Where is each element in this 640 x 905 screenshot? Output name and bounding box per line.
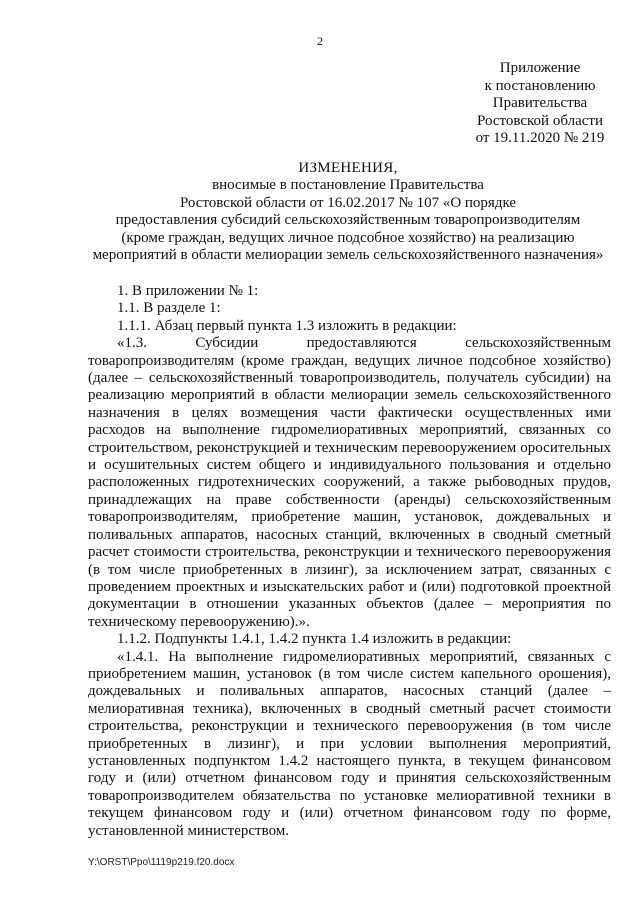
- title-line: вносимые в постановление Правительства: [212, 177, 484, 194]
- document-body: [88, 283, 611, 840]
- title-line: (кроме граждан, ведущих личное подсобное хозяйство) на реализацию: [121, 229, 575, 246]
- document-title: [88, 160, 608, 264]
- paragraph: 1.1.2. Подпункты 1.4.1, 1.4.2 пункта 1.4 изложить в редакции:: [117, 631, 512, 648]
- paragraph: 1. В приложении № 1:: [117, 283, 259, 299]
- paragraph: 1.1.1. Абзац первый пункта 1.3 изложить в редакции:: [117, 317, 457, 334]
- appendix-line: от 19.11.2020 № 219: [475, 130, 605, 146]
- appendix-line: Ростовской области: [477, 112, 603, 129]
- paragraph: «1.4.1. На выполнение гидромелиоративных мероприятий, связанных с приобретением машин, установок (в том числе систем капельного орошения), дождевальных и поливальных аппаратов, насосных станций (далее – мелиоративная техника), включенных в сводный сметный расчет стоимости строительства, реконструкции и технического перевооружения (в том числе приобретенных в лизинг), и при условии выполнения мероприятий, установленных подпунктом 1.4.2 настоящего пункта, в текущем финансовом году и (или) отчетном финансовом году и принятия сельскохозяйственным товаропроизводителем обязательства по установке мелиоративной техники в текущем финансовом году и (или) отчетном финансовом году по форме, установленной министерством.: [88, 648, 611, 839]
- appendix-block: [440, 60, 640, 148]
- appendix-line: Правительства: [492, 95, 588, 111]
- appendix-line: Приложение: [499, 60, 581, 76]
- paragraph: «1.3. Субсидии предоставляются сельскохозяйственным товаропроизводителям (кроме граждан, ведущих личное подсобное хозяйство) (далее – сельскохозяйственный товаропроизводитель, получатель субсидии) на реализацию мероприятий в области мелиорации земель сельскохозяйственного назначения в целях возмещения части фактически осуществленных ими расходов на выполнение гидромелиоративных мероприятий, связанных со строительством, реконструкцией и техническим перевооружением оросительных и осушительных систем общего и индивидуального пользования и отдельно расположенных гидротехнических сооружений, а также рыбоводных прудов, принадлежащих на праве собственности (аренды) сельскохозяйственным товаропроизводителям, приобретение машин, установок, дождевальных и поливальных аппаратов, насосных станций, включенных в сводный сметный расчет стоимости строительства, реконструкции и технического перевооружения (в том числе приобретенных в лизинг), за исключением затрат, связанных с проведением проектных и изыскательских работ и (или) подготовкой проектной документации в отношении указанных объектов (далее – мероприятия по техническому перевооружению).».: [88, 335, 611, 630]
- title-line: мероприятий в области мелиорации земель сельскохозяйственного назначения»: [92, 247, 604, 264]
- paragraph: 1.1. В разделе 1:: [117, 300, 221, 317]
- title-heading: ИЗМЕНЕНИЯ,: [298, 160, 398, 176]
- title-line: Ростовской области от 16.02.2017 № 107 «О порядке: [179, 194, 517, 211]
- page-number: 2: [317, 34, 323, 48]
- title-line: предоставления субсидий сельскохозяйственным товаропроизводителям: [115, 212, 581, 229]
- footer-file-path: Y:\ORST\Ppo\1119p219.f20.docx: [88, 857, 235, 868]
- appendix-line: к постановлению: [484, 77, 596, 94]
